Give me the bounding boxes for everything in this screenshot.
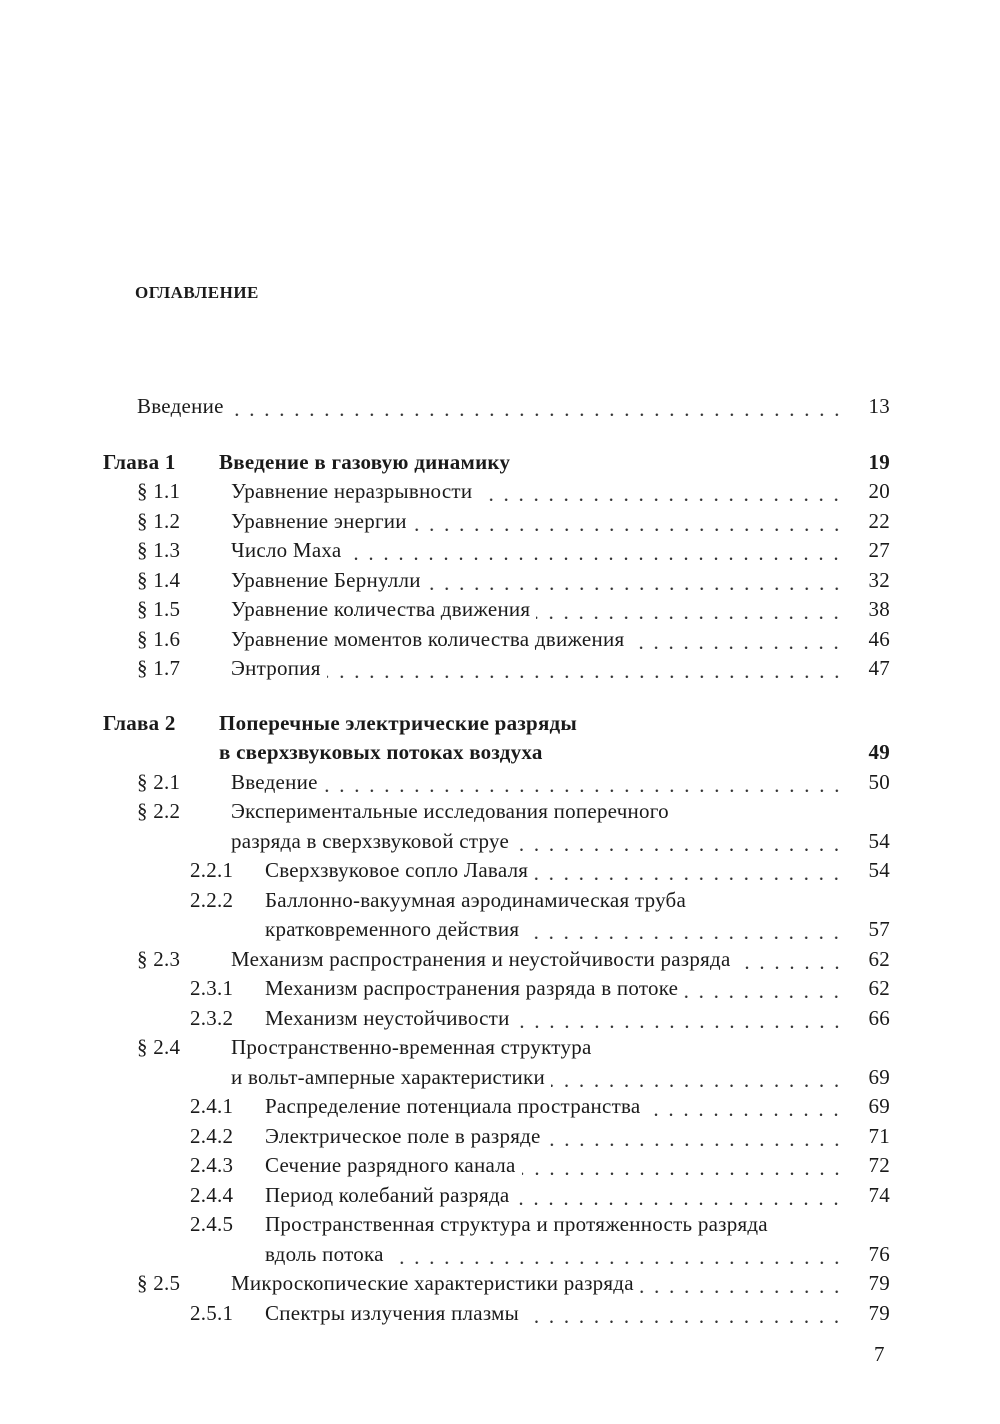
toc-entry-subsection[interactable]	[100, 856, 890, 886]
entry-title: Сечение разрядного канала	[265, 1153, 516, 1177]
entry-number: § 1.7	[137, 656, 181, 680]
entry-title: Механизм распространения разряда в потоке	[265, 976, 679, 1000]
entry-page: 32	[868, 567, 890, 592]
entry-page: 38	[868, 597, 890, 621]
entry-page: 74	[868, 1182, 890, 1207]
entry-number: § 1.2	[137, 508, 181, 533]
entry-page: 46	[868, 626, 890, 651]
toc-entry-section[interactable]	[100, 945, 890, 975]
entry-title: Уравнение неразрывности	[231, 479, 473, 503]
toc-entry-section[interactable]	[100, 507, 890, 537]
entry-page: 50	[868, 769, 890, 794]
entry-number: 2.3.1	[190, 976, 234, 1000]
toc-entry-subsection[interactable]	[100, 1004, 890, 1034]
dot-leader	[347, 536, 848, 566]
entry-title: Пространственная структура и протяженность разряда	[265, 1212, 768, 1236]
dot-leader	[684, 974, 848, 1004]
entry-title: Поперечные электрические разряды	[219, 710, 578, 735]
entry-page: 57	[868, 917, 890, 941]
entry-title: Пространственно-временная структура	[231, 1035, 592, 1059]
entry-title: Баллонно-вакуумная аэродинамическая труба	[265, 887, 687, 912]
entry-title: Уравнение энергии	[231, 508, 407, 533]
entry-number: § 2.4	[137, 1035, 181, 1059]
entry-number: 2.4.1	[190, 1094, 234, 1118]
table-of-contents	[100, 392, 890, 1328]
entry-title: Введение в газовую динамику	[219, 449, 511, 474]
entry-number: 2.2.2	[190, 887, 234, 912]
toc-entry-continuation[interactable]	[100, 1240, 890, 1270]
dot-leader	[324, 768, 848, 798]
entry-page: 62	[868, 976, 890, 1000]
entry-number: § 1.4	[137, 567, 181, 592]
toc-entry-section[interactable]	[100, 654, 890, 684]
toc-entry-continuation[interactable]	[100, 1063, 890, 1093]
entry-page: 79	[868, 1271, 890, 1295]
dot-leader	[413, 507, 848, 537]
entry-title: Уравнение Бернулли	[231, 567, 421, 592]
toc-entry-section[interactable]	[100, 797, 890, 827]
dot-leader	[478, 477, 848, 507]
dot-leader	[630, 625, 848, 655]
entry-number: § 2.1	[137, 769, 181, 794]
dot-leader	[522, 1151, 848, 1181]
toc-entry-section[interactable]	[100, 625, 890, 655]
entry-title: Число Маха	[231, 538, 342, 562]
toc-entry-chapter[interactable]	[100, 709, 890, 739]
spacer	[516, 448, 848, 478]
toc-entry-section[interactable]	[100, 536, 890, 566]
toc-entry-subsection[interactable]	[100, 1122, 890, 1152]
entry-number: § 1.5	[137, 597, 181, 621]
toc-entry-intro[interactable]	[100, 392, 890, 422]
toc-entry-section[interactable]	[100, 768, 890, 798]
entry-page: 47	[868, 656, 890, 680]
entry-title: Механизм распространения и неустойчивости разряда	[231, 946, 731, 971]
dot-leader	[640, 1269, 848, 1299]
entry-number: § 2.2	[137, 799, 181, 823]
entry-number: 2.4.2	[190, 1123, 234, 1148]
entry-number: § 1.3	[137, 538, 181, 562]
entry-title: Энтропия	[231, 656, 321, 680]
toc-entry-subsection[interactable]	[100, 1181, 890, 1211]
entry-page: 69	[868, 1094, 890, 1118]
entry-title: Период колебаний разряда	[265, 1182, 510, 1207]
dot-leader	[516, 1004, 848, 1034]
entry-title: Введение	[137, 394, 224, 418]
dot-leader	[547, 1122, 848, 1152]
dot-leader	[525, 1299, 848, 1329]
entry-page: 62	[868, 946, 890, 971]
entry-title-continuation: разряда в сверхзвуковой струе	[231, 828, 510, 853]
toc-entry-section[interactable]	[100, 477, 890, 507]
entry-page: 71	[868, 1123, 890, 1148]
entry-page: 66	[868, 1005, 890, 1030]
toc-entry-subsection[interactable]	[100, 1299, 890, 1329]
entry-title: Спектры излучения плазмы	[265, 1300, 520, 1325]
toc-entry-section[interactable]	[100, 1269, 890, 1299]
entry-number: 2.3.2	[190, 1005, 234, 1030]
dot-leader	[737, 945, 848, 975]
toc-entry-chapter[interactable]	[100, 448, 890, 478]
entry-page: 72	[868, 1153, 890, 1177]
entry-page: 49	[868, 740, 890, 764]
entry-title-continuation: и вольт-амперные характеристики	[231, 1064, 545, 1089]
entry-number: 2.4.5	[190, 1212, 234, 1236]
entry-number: 2.4.4	[190, 1182, 234, 1207]
toc-entry-subsection[interactable]	[100, 1092, 890, 1122]
entry-title: Сверхзвуковое сопло Лаваля	[265, 858, 529, 882]
entry-page: 79	[868, 1300, 890, 1325]
entry-number: § 1.1	[137, 479, 181, 503]
entry-number: § 2.5	[137, 1271, 181, 1295]
dot-leader	[327, 654, 848, 684]
dot-leader	[536, 595, 848, 625]
entry-title-continuation: в сверхзвуковых потоках воздуха	[219, 740, 543, 764]
entry-page: 22	[868, 508, 890, 533]
entry-number: 2.4.3	[190, 1153, 234, 1177]
toc-entry-continuation[interactable]	[100, 915, 890, 945]
dot-leader	[427, 566, 848, 596]
entry-page: 54	[868, 828, 890, 853]
toc-entry-section[interactable]	[100, 1033, 890, 1063]
page-title: ОГЛАВЛЕНИЕ	[135, 283, 259, 302]
entry-title: Уравнение моментов количества движения	[231, 626, 625, 651]
page-number: 7	[874, 1342, 885, 1366]
dot-leader	[551, 1063, 848, 1093]
toc-entry-section[interactable]	[100, 566, 890, 596]
entry-title: Механизм неустойчивости	[265, 1005, 510, 1030]
toc-entry-continuation[interactable]	[100, 738, 890, 768]
toc-entry-subsection[interactable]	[100, 974, 890, 1004]
toc-entry-section[interactable]	[100, 595, 890, 625]
toc-entry-continuation[interactable]	[100, 827, 890, 857]
entry-page: 27	[868, 538, 890, 562]
entry-number: Глава 2	[103, 710, 176, 735]
entry-title: Экспериментальные исследования поперечного	[231, 799, 669, 823]
entry-page: 19	[868, 449, 890, 474]
entry-title: Электрическое поле в разряде	[265, 1123, 541, 1148]
entry-title: Микроскопические характеристики разряда	[231, 1271, 634, 1295]
entry-number: 2.5.1	[190, 1300, 234, 1325]
dot-leader	[646, 1092, 848, 1122]
dot-leader	[390, 1240, 848, 1270]
entry-title: Уравнение количества движения	[231, 597, 531, 621]
dot-leader	[525, 915, 848, 945]
entry-number: 2.2.1	[190, 858, 234, 882]
entry-page: 54	[868, 858, 890, 882]
toc-entry-subsection[interactable]	[100, 1210, 890, 1240]
entry-number: § 1.6	[137, 626, 181, 651]
entry-page: 13	[868, 394, 890, 418]
entry-number: § 2.3	[137, 946, 181, 971]
entry-title-continuation: вдоль потока	[265, 1241, 384, 1266]
dot-leader	[515, 1181, 848, 1211]
spacer	[549, 738, 848, 768]
entry-title: Распределение потенциала пространства	[265, 1094, 641, 1118]
entry-title-continuation: кратковременного действия	[265, 917, 520, 941]
dot-leader	[230, 392, 848, 422]
toc-entry-subsection[interactable]	[100, 886, 890, 916]
entry-page: 20	[868, 479, 890, 503]
entry-page: 69	[868, 1064, 890, 1089]
dot-leader	[515, 827, 848, 857]
toc-entry-subsection[interactable]	[100, 1151, 890, 1181]
dot-leader	[534, 856, 848, 886]
entry-number: Глава 1	[103, 449, 176, 474]
entry-title: Введение	[231, 769, 318, 794]
entry-page: 76	[868, 1241, 890, 1266]
